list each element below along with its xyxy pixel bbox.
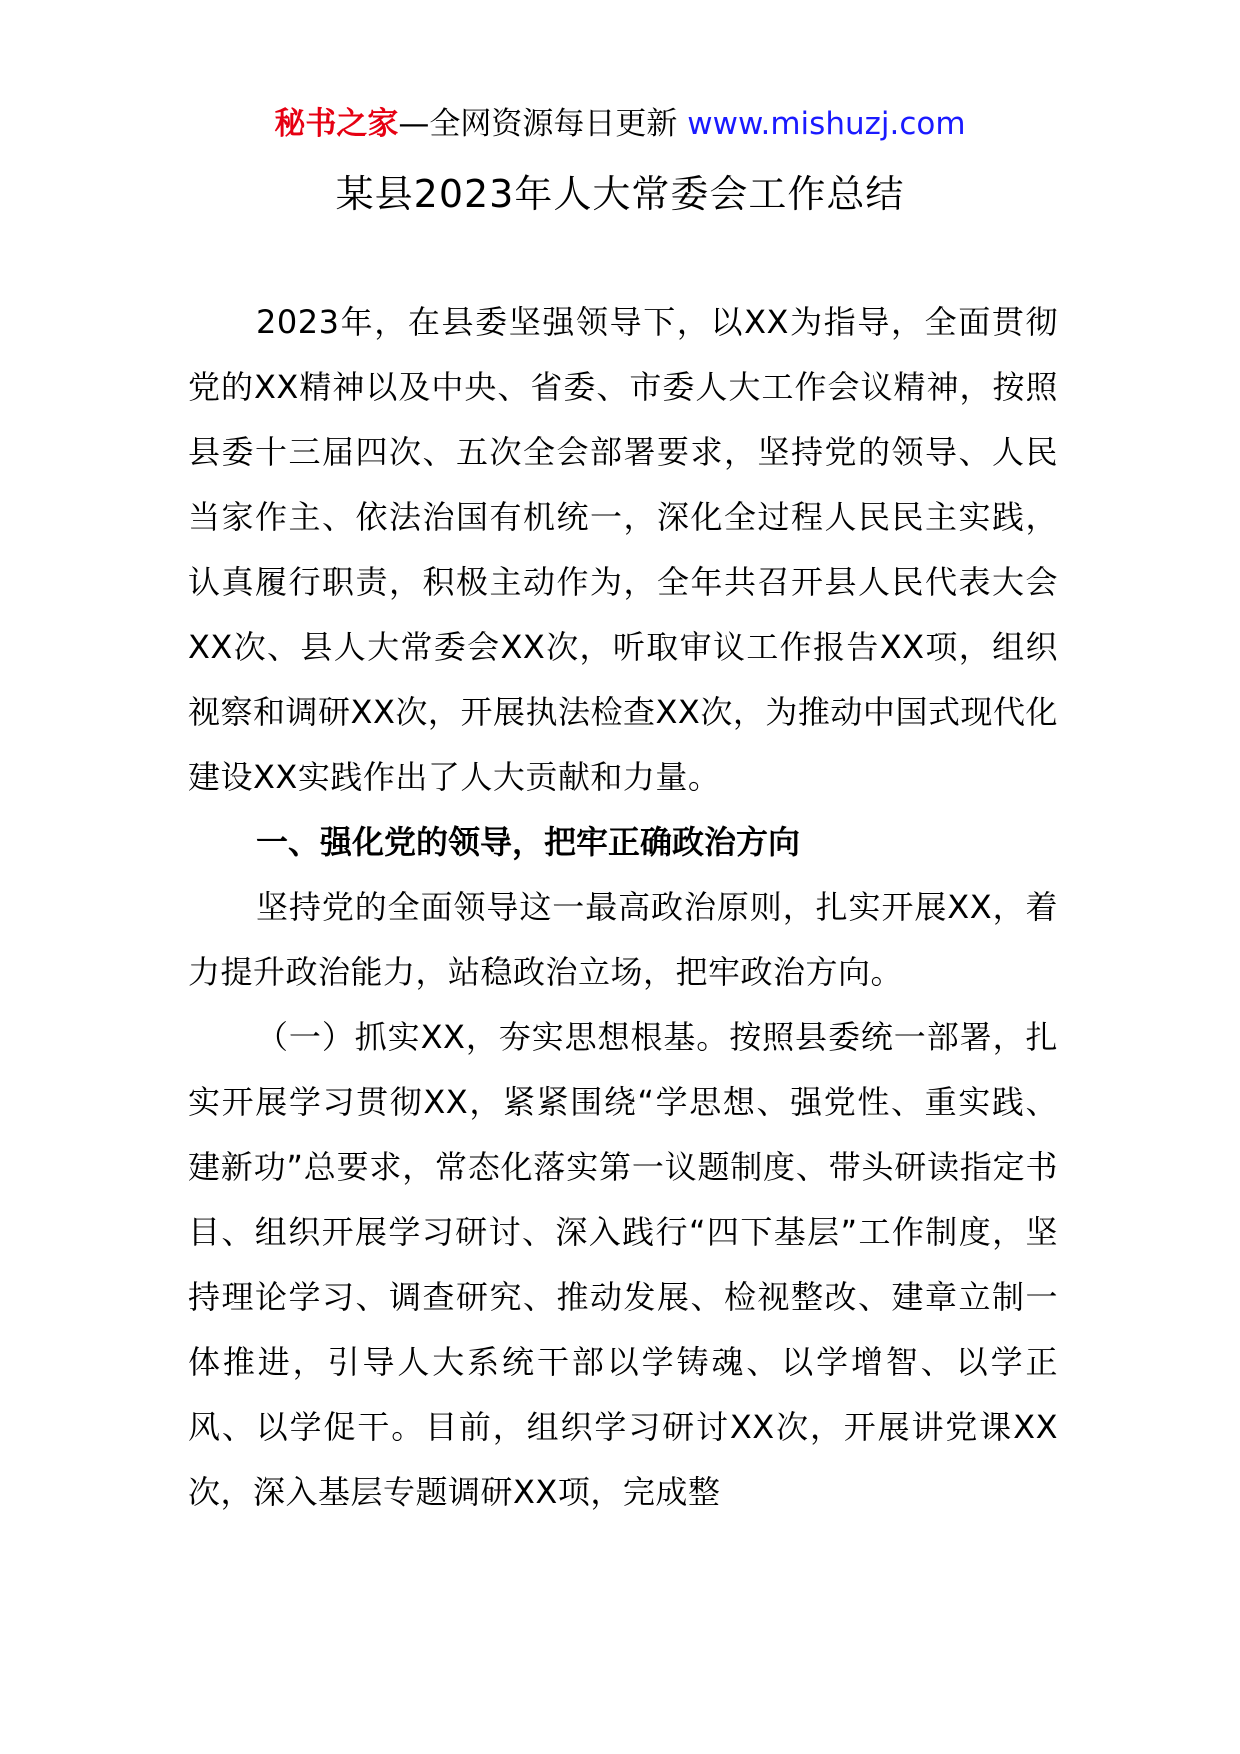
intro-paragraph: 2023年，在县委坚强领导下，以XX为指导，全面贯彻党的XX精神以及中央、省委、市委人大工作会议精神，按照县委十三届四次、五次全会部署要求，坚持党的领导、人民当家作主、依法治国有机统一，深化全过程人民民主实践，认真履行职责，积极主动作为，全年共召开县人民代表大会XX次、县人大常委会XX次，听取审议工作报告XX项，组织视察和调研XX次，开展执法检查XX次，为推动中国式现代化建设XX实践作出了人大贡献和力量。	[188, 303, 1058, 796]
document-body	[188, 290, 1058, 1525]
site-url-link[interactable]: www.mishuzj.com	[687, 106, 966, 142]
document-title: 某县2023年人大常委会工作总结	[335, 172, 905, 216]
section-paragraph: 坚持党的全面领导这一最高政治原则，扎实开展XX，着力提升政治能力，站稳政治立场，把牢政治方向。	[188, 888, 1058, 991]
header-slogan: —全网资源每日更新	[398, 106, 678, 142]
brand-name: 秘书之家	[274, 106, 399, 142]
site-header	[0, 102, 1240, 146]
subsection-paragraph: （一）抓实XX，夯实思想根基。按照县委统一部署，扎实开展学习贯彻XX，紧紧围绕“学思想、强党性、重实践、建新功”总要求，常态化落实第一议题制度、带头研读指定书目、组织开展学习研讨、深入践行“四下基层”工作制度，坚持理论学习、调查研究、推动发展、检视整改、建章立制一体推进，引导人大系统干部以学铸魂、以学增智、以学正风、以学促干。目前，组织学习研讨XX次，开展讲党课XX次，深入基层专题调研XX项，完成整	[188, 1018, 1058, 1511]
section-heading: 一、强化党的领导，把牢正确政治方向	[256, 823, 801, 861]
